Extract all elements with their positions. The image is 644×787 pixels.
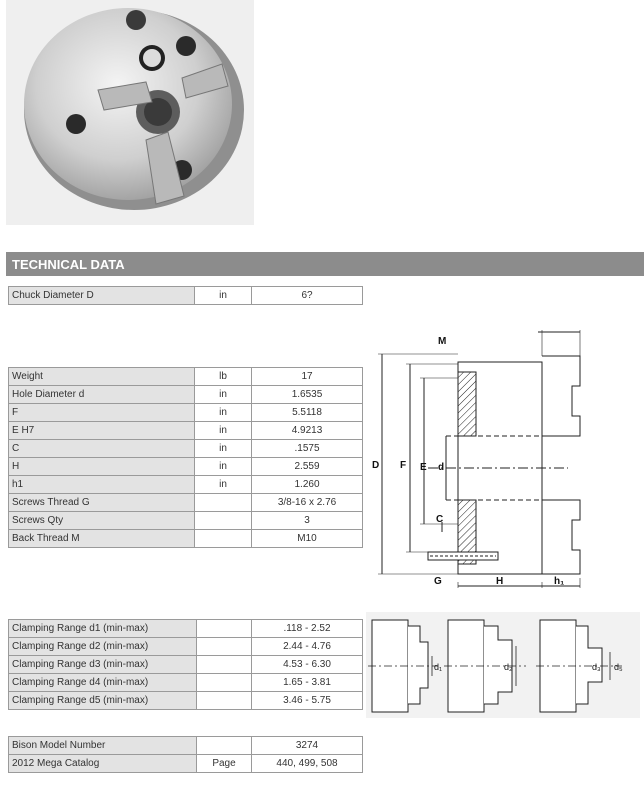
row-label: H [9, 458, 195, 476]
row-unit [197, 692, 252, 710]
clamping-table [8, 619, 363, 710]
row-unit: in [195, 422, 252, 440]
label-d1: d₁ [434, 662, 443, 672]
row-value: 3.46 - 5.75 [252, 692, 363, 710]
row-value: 17 [252, 368, 363, 386]
row-label: Hole Diameter d [9, 386, 195, 404]
row-value: 2.44 - 4.76 [252, 638, 363, 656]
label-H: H [496, 576, 504, 587]
label-D: D [372, 460, 380, 471]
table-row [9, 674, 363, 692]
row-label: Chuck Diameter D [9, 287, 195, 305]
chuck-diameter-table [8, 286, 363, 305]
row-unit [195, 530, 252, 548]
row-value: 3 [252, 512, 363, 530]
row-label: Clamping Range d1 (min-max) [9, 620, 197, 638]
row-value: 1.6535 [252, 386, 363, 404]
table-row [9, 287, 363, 305]
row-value: 5.5118 [252, 404, 363, 422]
table-row [9, 422, 363, 440]
section-header: TECHNICAL DATA [6, 252, 644, 276]
table-row [9, 386, 363, 404]
label-d3: d₃ [592, 662, 601, 672]
row-label: Screws Thread G [9, 494, 195, 512]
table-row [9, 737, 363, 755]
row-label: F [9, 404, 195, 422]
label-h1: h₁ [554, 576, 565, 587]
label-C: C [436, 514, 444, 525]
row-label: Bison Model Number [9, 737, 197, 755]
row-unit [197, 656, 252, 674]
row-label: Screws Qty [9, 512, 195, 530]
row-label: Clamping Range d3 (min-max) [9, 656, 197, 674]
row-unit: in [195, 440, 252, 458]
row-value: M10 [252, 530, 363, 548]
row-label: C [9, 440, 195, 458]
row-unit: lb [195, 368, 252, 386]
row-unit: in [195, 404, 252, 422]
label-F: F [400, 460, 407, 471]
specs-table [8, 367, 363, 548]
chuck-dimension-drawing [368, 326, 644, 596]
row-unit [197, 674, 252, 692]
chuck-photo [6, 0, 254, 225]
row-unit [197, 737, 252, 755]
table-row [9, 494, 363, 512]
row-unit [197, 620, 252, 638]
table-row [9, 512, 363, 530]
row-unit: in [195, 476, 252, 494]
row-value: 2.559 [252, 458, 363, 476]
row-unit [195, 512, 252, 530]
table-row [9, 620, 363, 638]
row-value: 6? [252, 287, 363, 305]
row-value: 440, 499, 508 [252, 755, 363, 773]
row-value: .1575 [252, 440, 363, 458]
label-d5: d₅ [614, 662, 623, 672]
table-row [9, 404, 363, 422]
row-unit: Page [197, 755, 252, 773]
row-value: 1.65 - 3.81 [252, 674, 363, 692]
table-row [9, 458, 363, 476]
table-row [9, 476, 363, 494]
row-label: Clamping Range d5 (min-max) [9, 692, 197, 710]
row-label: Weight [9, 368, 195, 386]
row-label: 2012 Mega Catalog [9, 755, 197, 773]
table-row [9, 440, 363, 458]
table-row [9, 656, 363, 674]
row-value: 1.260 [252, 476, 363, 494]
row-unit: in [195, 386, 252, 404]
label-d: d [438, 462, 445, 473]
row-unit [195, 494, 252, 512]
clamping-range-drawings [366, 612, 640, 718]
table-row [9, 530, 363, 548]
row-value: 3/8-16 x 2.76 [252, 494, 363, 512]
table-row [9, 692, 363, 710]
table-row [9, 638, 363, 656]
row-label: Clamping Range d2 (min-max) [9, 638, 197, 656]
row-value: .118 - 2.52 [252, 620, 363, 638]
row-label: Clamping Range d4 (min-max) [9, 674, 197, 692]
model-table [8, 736, 363, 773]
label-M: M [438, 336, 447, 347]
label-G: G [434, 576, 442, 587]
label-d2: d₂ [504, 662, 513, 672]
row-value: 4.9213 [252, 422, 363, 440]
label-E: E [420, 462, 427, 473]
row-label: E H7 [9, 422, 195, 440]
row-unit [197, 638, 252, 656]
row-unit: in [195, 287, 252, 305]
row-label: h1 [9, 476, 195, 494]
row-value: 4.53 - 6.30 [252, 656, 363, 674]
row-value: 3274 [252, 737, 363, 755]
row-unit: in [195, 458, 252, 476]
row-label: Back Thread M [9, 530, 195, 548]
table-row [9, 755, 363, 773]
table-row [9, 368, 363, 386]
